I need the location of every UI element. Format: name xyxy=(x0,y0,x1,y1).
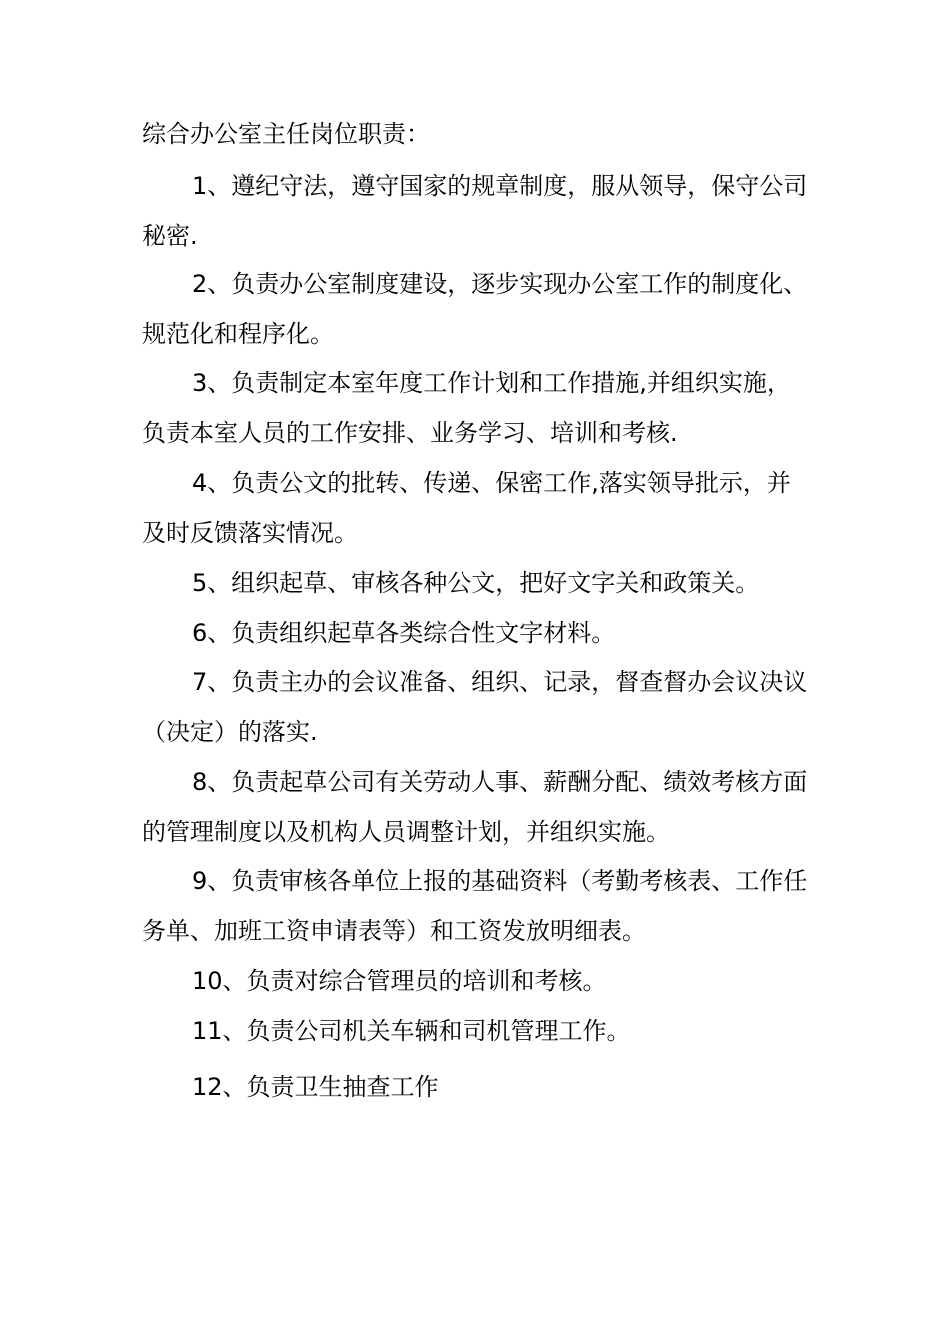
document-title: 综合办公室主任岗位职责： xyxy=(142,120,430,148)
duty-item-9: 9、负责审核各单位上报的基础资料（考勤考核表、工作任务单、加班工资申请表等）和工资发放明细表。 xyxy=(142,867,808,945)
duty-item-12: 12、负责卫生抽查工作 xyxy=(192,1073,439,1101)
duty-item-2: 2、负责办公室制度建设，逐步实现办公室工作的制度化、规范化和程序化。 xyxy=(142,270,808,348)
duty-item-6: 6、负责组织起草各类综合性文字材料。 xyxy=(192,619,616,647)
duty-item-11: 11、负责公司机关车辆和司机管理工作。 xyxy=(192,1017,631,1045)
duty-item-3: 3、负责制定本室年度工作计划和工作措施,并组织实施，负责本室人员的工作安排、业务学习、培训和考核. xyxy=(142,369,791,447)
duty-item-8: 8、负责起草公司有关劳动人事、薪酬分配、绩效考核方面的管理制度以及机构人员调整计划，并组织实施。 xyxy=(142,768,808,846)
duty-item-5: 5、组织起草、审核各种公文，把好文字关和政策关。 xyxy=(192,569,760,597)
duty-item-7: 7、负责主办的会议准备、组织、记录，督查督办会议决议（决定）的落实. xyxy=(142,668,808,746)
duty-item-4: 4、负责公文的批转、传递、保密工作,落实领导批示，并及时反馈落实情况。 xyxy=(142,469,791,547)
duty-item-1: 1、遵纪守法，遵守国家的规章制度，服从领导，保守公司秘密. xyxy=(142,172,808,250)
duty-item-10: 10、负责对综合管理员的培训和考核。 xyxy=(192,967,607,995)
